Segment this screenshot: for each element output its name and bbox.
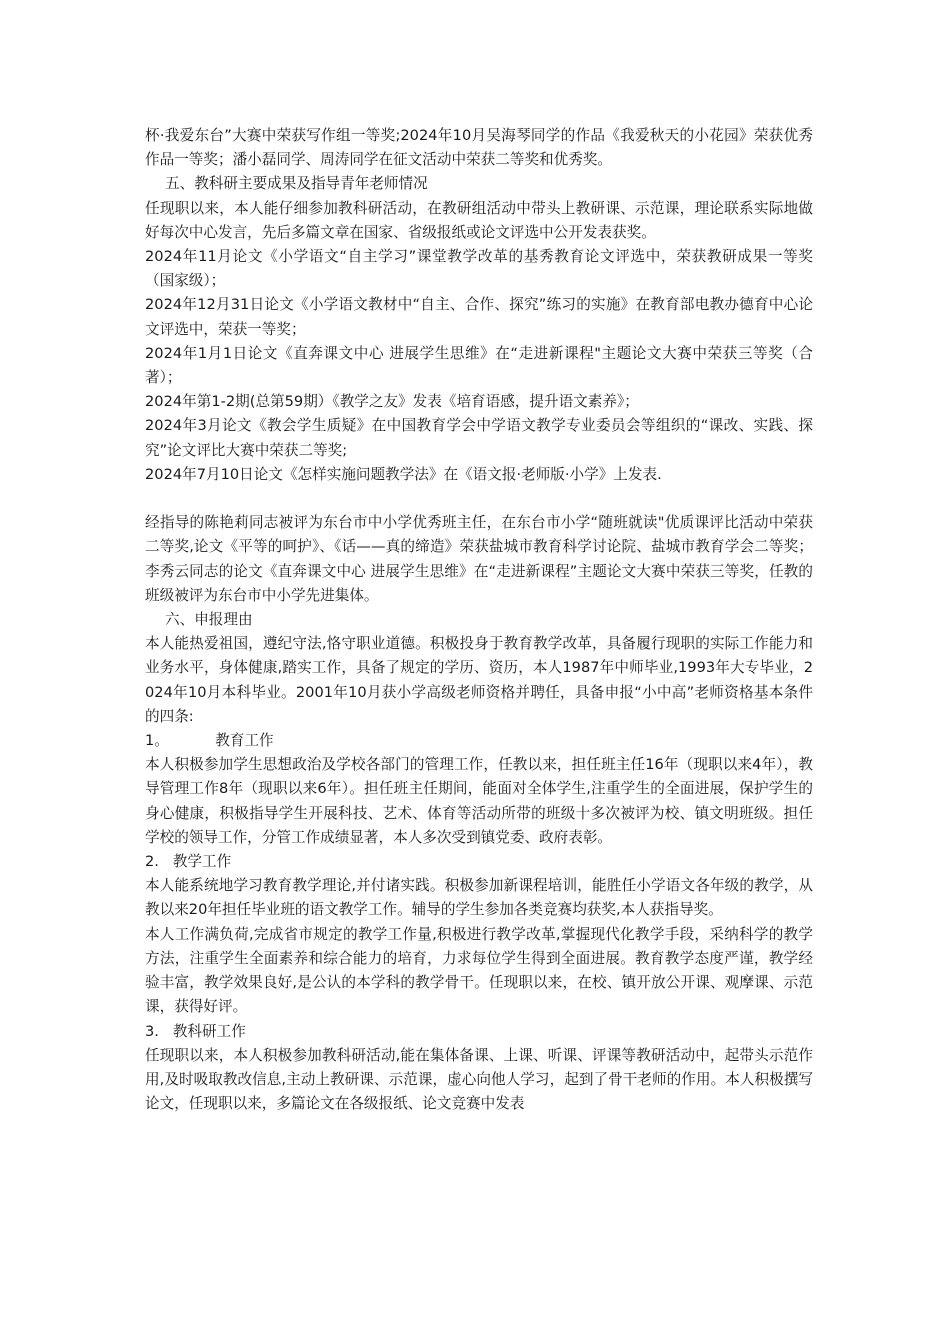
body-paragraph: 本人积极参加学生思想政治及学校各部门的管理工作，任教以来，担任班主任16年（现职以来4年），教导管理工作8年（现职以来6年）。担任班主任期间，能面对全体学生,注重学生的全面进展，保护学生的身心健康，积极指导学生开展科技、艺术、体育等活动所带的班级十多次被评为校、镇文明班级。担任学校的领导工作，分管工作成绩显著，本人多次受到镇党委、政府表彰。 [145, 756, 813, 846]
body-paragraph: 本人工作满负荷,完成省市规定的教学工作量,积极进行教学改革,掌握现代化教学手段，采纳科学的教学方法，注重学生全面素养和综合能力的培育，力求每位学生得到全面进展。教育教学态度严谨，教学经验丰富，教学效果良好,是公认的本学科的教学骨干。任现职以来，在校、镇开放公开课、观摩课、示范课，获得好评。 [145, 925, 813, 1016]
blank-line [145, 487, 813, 511]
numbered-heading: 3. 教科研工作 [145, 1022, 246, 1040]
section-heading: 五、教科研主要成果及指导青年老师情况 [165, 175, 428, 193]
body-paragraph: 任现职以来，本人积极参加教科研活动,能在集体备课、上课、听课、评课等教研活动中，起带头示范作用,及时吸取教改信息,主动上教研课、示范课，虚心向他人学习，起到了骨干老师的作用。本人积极撰写论文，任现职以来，多篇论文在各级报纸、论文竞赛中发表 [145, 1046, 813, 1113]
body-paragraph: 经指导的陈艳莉同志被评为东台市中小学优秀班主任，在东台市小学“随班就读"优质课评比活动中荣获二等奖,论文《平等的呵护》、《话——真的缔造》荣获盐城市教育科学讨论院、盐城市教育学会二等奖；李秀云同志的论文《直奔课文中心 进展学生思维》在“走进新课程”主题论文大赛中荣获三等奖，任教的班级被评为东台市中小学先进集体。 [145, 514, 813, 604]
body-paragraph: 本人能系统地学习教育教学理论,并付诸实践。积极参加新课程培训，能胜任小学语文各年级的教学，从教以来20年担任毕业班的语文教学工作。辅导的学生参加各类竞赛均获奖,本人获指导奖。 [145, 877, 813, 919]
body-paragraph: 2024年11月论文《小学语文“自主学习”课堂教学改革的基秀教育论文评选中，荣获教研成果一等奖（国家级）； [145, 248, 813, 290]
numbered-heading: 1。 教育工作 [145, 732, 274, 750]
section-heading: 六、申报理由 [165, 611, 253, 629]
body-paragraph: 2024年3月论文《教会学生质疑》在中国教育学会中学语文教学专业委员会等组织的“课改、实践、探究”论文评比大赛中荣获二等奖; [145, 417, 813, 459]
numbered-heading: 2. 教学工作 [145, 853, 232, 871]
document-body [145, 124, 813, 1116]
body-paragraph: 本人能热爱祖国，遵纪守法,恪守职业道德。积极投身于教育教学改革，具备履行现职的实际工作能力和业务水平，身体健康,踏实工作，具备了规定的学历、资历，本人1987年中师毕业,1993年大专毕业，2024年10月本科毕业。2001年10月获小学高级老师资格并聘任，具备申报“小中高”老师资格基本条件的四条: [145, 635, 813, 725]
body-paragraph: 2024年12月31日论文《小学语文教材中“自主、合作、探究”练习的实施》在教育部电教办德育中心论文评选中，荣获一等奖； [145, 296, 813, 338]
body-paragraph: 2024年第1-2期(总第59期）《教学之友》发表《培育语感，提升语文素养》； [145, 393, 639, 411]
body-paragraph: 2024年7月10日论文《怎样实施问题教学法》在《语文报·老师版·小学》上发表. [145, 465, 662, 483]
body-paragraph: 任现职以来，本人能仔细参加教科研活动，在教研组活动中带头上教研课、示范课，理论联系实际地做好每次中心发言，先后多篇文章在国家、省级报纸或论文评选中公开发表获奖。 [145, 199, 813, 241]
body-paragraph: 2024年1月1日论文《直奔课文中心 进展学生思维》在“走进新课程"主题论文大赛中荣获三等奖（合著）； [145, 344, 813, 387]
body-paragraph: 杯·我爱东台”大赛中荣获写作组一等奖;2024年10月吴海琴同学的作品《我爱秋天的小花园》荣获优秀作品一等奖；潘小磊同学、周涛同学在征文活动中荣获二等奖和优秀奖。 [145, 127, 813, 169]
